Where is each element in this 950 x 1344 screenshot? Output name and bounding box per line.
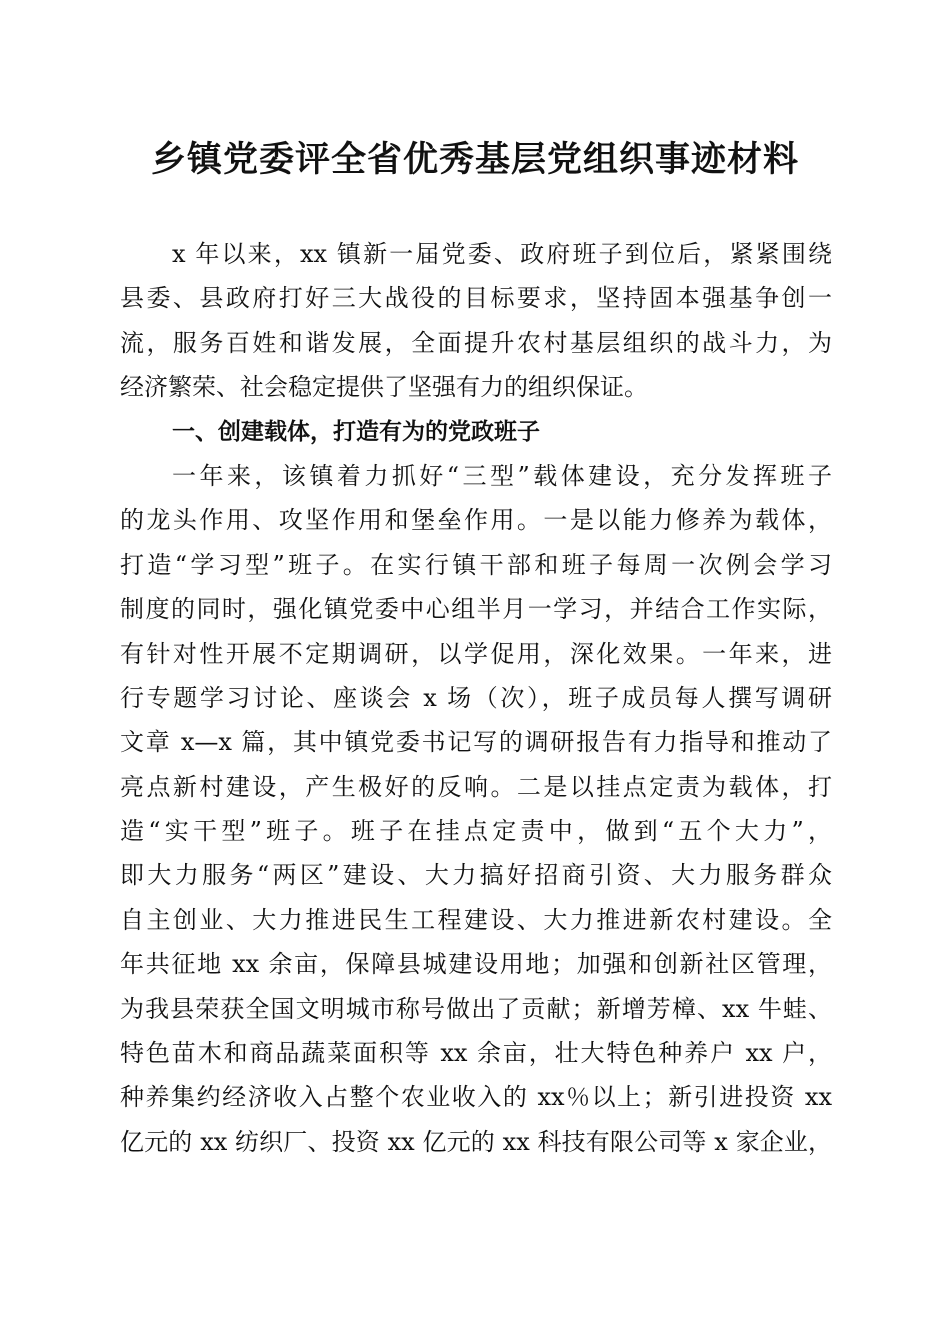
paragraph-section1-line-8: 亮点新村建设，产生极好的反响。二是以挂点定责为载体，打 [120, 772, 832, 801]
paragraph-section1-line-3: 打造“学习型”班子。在实行镇干部和班子每周一次例会学习 [120, 550, 832, 579]
paragraph-section1-line-10: 即大力服务“两区”建设、大力搞好招商引资、大力服务群众 [120, 861, 832, 890]
document-body [120, 232, 832, 1164]
paragraph-intro-line-4: 经济繁荣、社会稳定提供了坚强有力的组织保证。 [120, 373, 648, 402]
section-heading-1: 一、创建载体，打造有为的党政班子 [172, 418, 540, 445]
paragraph-section1-line-11: 自主创业、大力推进民生工程建设、大力推进新农村建设。全 [120, 905, 832, 934]
paragraph-section1-line-13: 为我县荣获全国文明城市称号做出了贡献；新增芳樟、xx 牛蛙、 [120, 994, 832, 1023]
paragraph-section1-line-2: 的龙头作用、攻坚作用和堡垒作用。一是以能力修养为载体， [120, 506, 832, 535]
paragraph-section1-line-15: 种养集约经济收入占整个农业收入的 xx％以上；新引进投资 xx [120, 1083, 832, 1112]
paragraph-section1-line-14: 特色苗木和商品蔬菜面积等 xx 余亩，壮大特色种养户 xx 户， [120, 1039, 832, 1068]
paragraph-section1-line-1: 一年来，该镇着力抓好“三型”载体建设，充分发挥班子 [172, 461, 832, 490]
document-title: 乡镇党委评全省优秀基层党组织事迹材料 [150, 139, 799, 180]
paragraph-section1-line-16: 亿元的 xx 纺织厂、投资 xx 亿元的 xx 科技有限公司等 x 家企业， [120, 1127, 832, 1156]
paragraph-intro-line-2: 县委、县政府打好三大战役的目标要求，坚持固本强基争创一 [120, 284, 832, 313]
paragraph-section1-line-12: 年共征地 xx 余亩，保障县城建设用地；加强和创新社区管理， [120, 950, 832, 979]
paragraph-section1-line-4: 制度的同时，强化镇党委中心组半月一学习，并结合工作实际， [120, 595, 832, 624]
paragraph-section1-line-7: 文章 x—x 篇，其中镇党委书记写的调研报告有力指导和推动了 [120, 728, 832, 757]
paragraph-section1-line-9: 造“实干型”班子。班子在挂点定责中，做到“五个大力”， [120, 817, 832, 846]
paragraph-intro-line-3: 流，服务百姓和谐发展，全面提升农村基层组织的战斗力，为 [120, 328, 832, 357]
paragraph-intro-line-1: x 年以来，xx 镇新一届党委、政府班子到位后，紧紧围绕 [172, 240, 832, 268]
paragraph-section1-line-5: 有针对性开展不定期调研，以学促用，深化效果。一年来，进 [120, 639, 832, 668]
paragraph-section1-line-6: 行专题学习讨论、座谈会 x 场（次），班子成员每人撰写调研 [120, 683, 832, 712]
